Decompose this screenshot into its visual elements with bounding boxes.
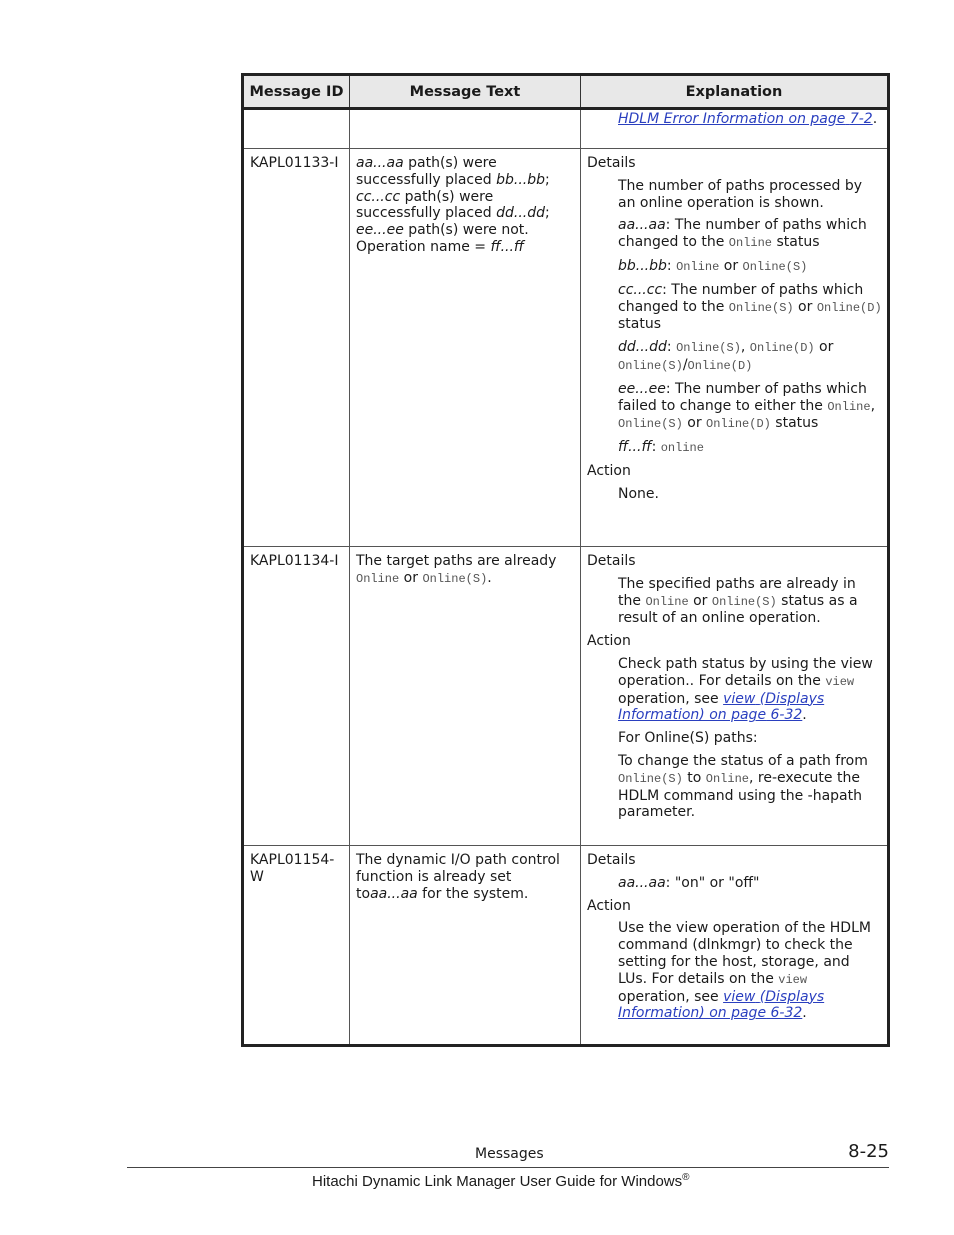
text-fragment: , re-execute the HDLM command using the -hapath parameter. xyxy=(618,769,862,821)
link-text: HDLM Error Information on page xyxy=(618,111,846,127)
text-fragment: or xyxy=(399,569,423,586)
text-fragment: status xyxy=(772,234,820,251)
document-title-text: Hitachi Dynamic Link Manager User Guide for Windows xyxy=(312,1173,683,1190)
details-dd xyxy=(618,339,882,375)
text-fragment: path(s) were successfully placed xyxy=(356,188,497,222)
table-row xyxy=(243,846,889,1046)
code-text: Online(S) xyxy=(422,571,488,586)
period: . xyxy=(802,1005,807,1022)
details-text xyxy=(618,875,882,892)
details-label: Details xyxy=(587,155,636,171)
var-text: ff...ff xyxy=(490,238,525,255)
details-text: The number of paths processed by an online operation is shown. xyxy=(618,177,863,211)
text-fragment: : xyxy=(651,439,661,456)
action-text: None. xyxy=(618,485,659,502)
action-label: Action xyxy=(587,633,631,650)
text-fragment: operation, see xyxy=(618,690,724,707)
text-fragment: to xyxy=(682,769,706,786)
footer-section-name: Messages xyxy=(475,1146,544,1162)
link-page: 6-32 xyxy=(770,707,803,724)
details-ee xyxy=(618,381,882,433)
var-text: cc...cc xyxy=(618,281,663,298)
text-fragment: : The number of paths which changed to the xyxy=(618,217,867,251)
text-fragment: or xyxy=(682,415,707,432)
text-fragment: The target paths are already xyxy=(356,553,557,569)
var-text: cc...cc xyxy=(356,188,401,205)
code-text: Online(S) xyxy=(676,341,741,356)
text-fragment: path(s) were not. Operation name = xyxy=(356,222,529,255)
message-text-cell xyxy=(350,547,581,846)
var-text: aa...aa xyxy=(356,155,404,171)
text-fragment: status xyxy=(618,316,662,333)
code-text: Online(S) xyxy=(618,358,683,373)
period: . xyxy=(872,111,878,127)
text-fragment: status xyxy=(770,415,819,432)
details-cc xyxy=(618,282,882,333)
link-text: (Displays Information) on page xyxy=(618,988,825,1022)
var-text: ff...ff xyxy=(618,439,652,456)
header-message-text: Message Text xyxy=(350,75,581,109)
text-fragment: : The number of paths which failed to change to either the xyxy=(618,380,867,414)
code-text: Online xyxy=(705,771,749,786)
text-fragment: The specified paths are already in the xyxy=(618,575,856,609)
details-text xyxy=(618,576,882,627)
var-text: aa...aa xyxy=(618,217,666,234)
details-aa xyxy=(618,217,882,252)
text-fragment: operation, see xyxy=(618,988,724,1005)
text-fragment: for the system. xyxy=(417,885,529,902)
message-text-cell xyxy=(350,109,581,149)
message-id-cell: KAPL01133-I xyxy=(243,149,350,547)
text-fragment: : xyxy=(666,257,677,274)
code-text: Online(S) xyxy=(618,771,683,786)
action-label: Action xyxy=(587,897,631,914)
document-title xyxy=(312,1172,690,1190)
code-text: Online xyxy=(827,399,871,414)
link-page: 7-2 xyxy=(849,111,873,127)
page-number: 8-25 xyxy=(848,1141,889,1162)
message-text-cell xyxy=(350,846,581,1046)
error-info-reference xyxy=(618,111,882,128)
action-text xyxy=(618,656,882,724)
header-message-id: Message ID xyxy=(243,75,350,109)
action-label: Action xyxy=(587,462,631,479)
action-text xyxy=(618,920,882,1022)
action-text: For Online(S) paths: xyxy=(618,730,758,747)
var-text: aa...aa xyxy=(370,885,418,902)
table-header-row xyxy=(243,75,889,109)
registered-mark: ® xyxy=(682,1172,690,1183)
var-text: aa...aa xyxy=(618,874,666,891)
text-fragment: path(s) were successfully placed xyxy=(356,155,497,188)
text-fragment: Check path status by using the view operation.. For details on the xyxy=(618,655,873,689)
details-label: Details xyxy=(587,553,636,569)
text-fragment: or xyxy=(814,339,834,356)
code-text: view xyxy=(825,674,855,689)
var-text: bb...bb xyxy=(618,257,667,274)
text-fragment: : The number of paths which changed to the xyxy=(618,281,864,315)
code-text: Online(D) xyxy=(687,358,753,373)
code-text: Online xyxy=(356,571,400,586)
message-table xyxy=(241,73,890,1047)
message-id-cell: KAPL01134-I xyxy=(243,547,350,846)
header-explanation: Explanation xyxy=(581,75,889,109)
code-text: Online xyxy=(645,594,689,609)
text-fragment: ; xyxy=(545,205,550,222)
text-fragment: : "on" or "off" xyxy=(665,874,760,891)
text-fragment: / xyxy=(682,356,688,373)
code-text: Online(S) xyxy=(742,259,808,274)
code-text: Online(D) xyxy=(749,341,815,356)
code-text: Online(S) xyxy=(618,417,683,432)
explanation-cell xyxy=(581,846,889,1046)
code-text: Online(D) xyxy=(816,300,882,315)
var-text: ee...ee xyxy=(356,222,404,239)
code-text: online xyxy=(660,441,704,456)
code-text: Online(D) xyxy=(706,417,771,432)
link-text: (Displays Information) on page xyxy=(618,690,825,724)
var-text: dd...dd xyxy=(618,339,667,356)
error-info-link[interactable] xyxy=(618,111,873,127)
text-fragment: ; xyxy=(545,171,550,188)
text-fragment: To change the status of a path from xyxy=(618,752,868,769)
explanation-cell xyxy=(581,149,889,547)
text-fragment: , xyxy=(870,397,876,414)
table-row xyxy=(243,109,889,149)
message-id-cell: KAPL01154-W xyxy=(243,846,350,1046)
explanation-cell xyxy=(581,547,889,846)
text-fragment: status as a result of an online operation. xyxy=(618,592,858,627)
table-row xyxy=(243,149,889,547)
text-fragment: , xyxy=(740,339,750,356)
text-fragment: or xyxy=(793,298,817,315)
code-text: Online(S) xyxy=(728,300,794,315)
var-text: ee...ee xyxy=(618,380,666,397)
text-fragment: Use the view operation of the HDLM command (dlnkmgr) to check the setting for the host, storage, and LUs. For details on the xyxy=(618,920,871,987)
link-text: view xyxy=(723,690,756,707)
code-text: Online xyxy=(728,236,773,251)
text-fragment: . xyxy=(487,569,492,586)
footer-divider xyxy=(127,1167,889,1168)
table-row xyxy=(243,547,889,846)
text-fragment: or xyxy=(688,592,712,609)
link-page: 6-32 xyxy=(770,1005,803,1022)
message-id-cell xyxy=(243,109,350,149)
details-label: Details xyxy=(587,852,636,868)
message-text-cell xyxy=(350,149,581,547)
link-text: view xyxy=(723,988,756,1005)
explanation-cell xyxy=(581,109,889,149)
action-text xyxy=(618,753,882,821)
text-fragment: : xyxy=(666,339,677,356)
details-bb xyxy=(618,258,882,276)
var-text: dd...dd xyxy=(496,205,545,222)
code-text: Online(S) xyxy=(711,594,777,609)
period: . xyxy=(802,707,807,724)
code-text: Online xyxy=(676,259,720,274)
var-text: bb...bb xyxy=(496,171,545,188)
text-fragment: or xyxy=(719,257,743,274)
text-fragment: The dynamic I/O path control function is already set to xyxy=(356,852,560,902)
code-text: view xyxy=(778,972,808,987)
details-ff xyxy=(618,439,882,457)
